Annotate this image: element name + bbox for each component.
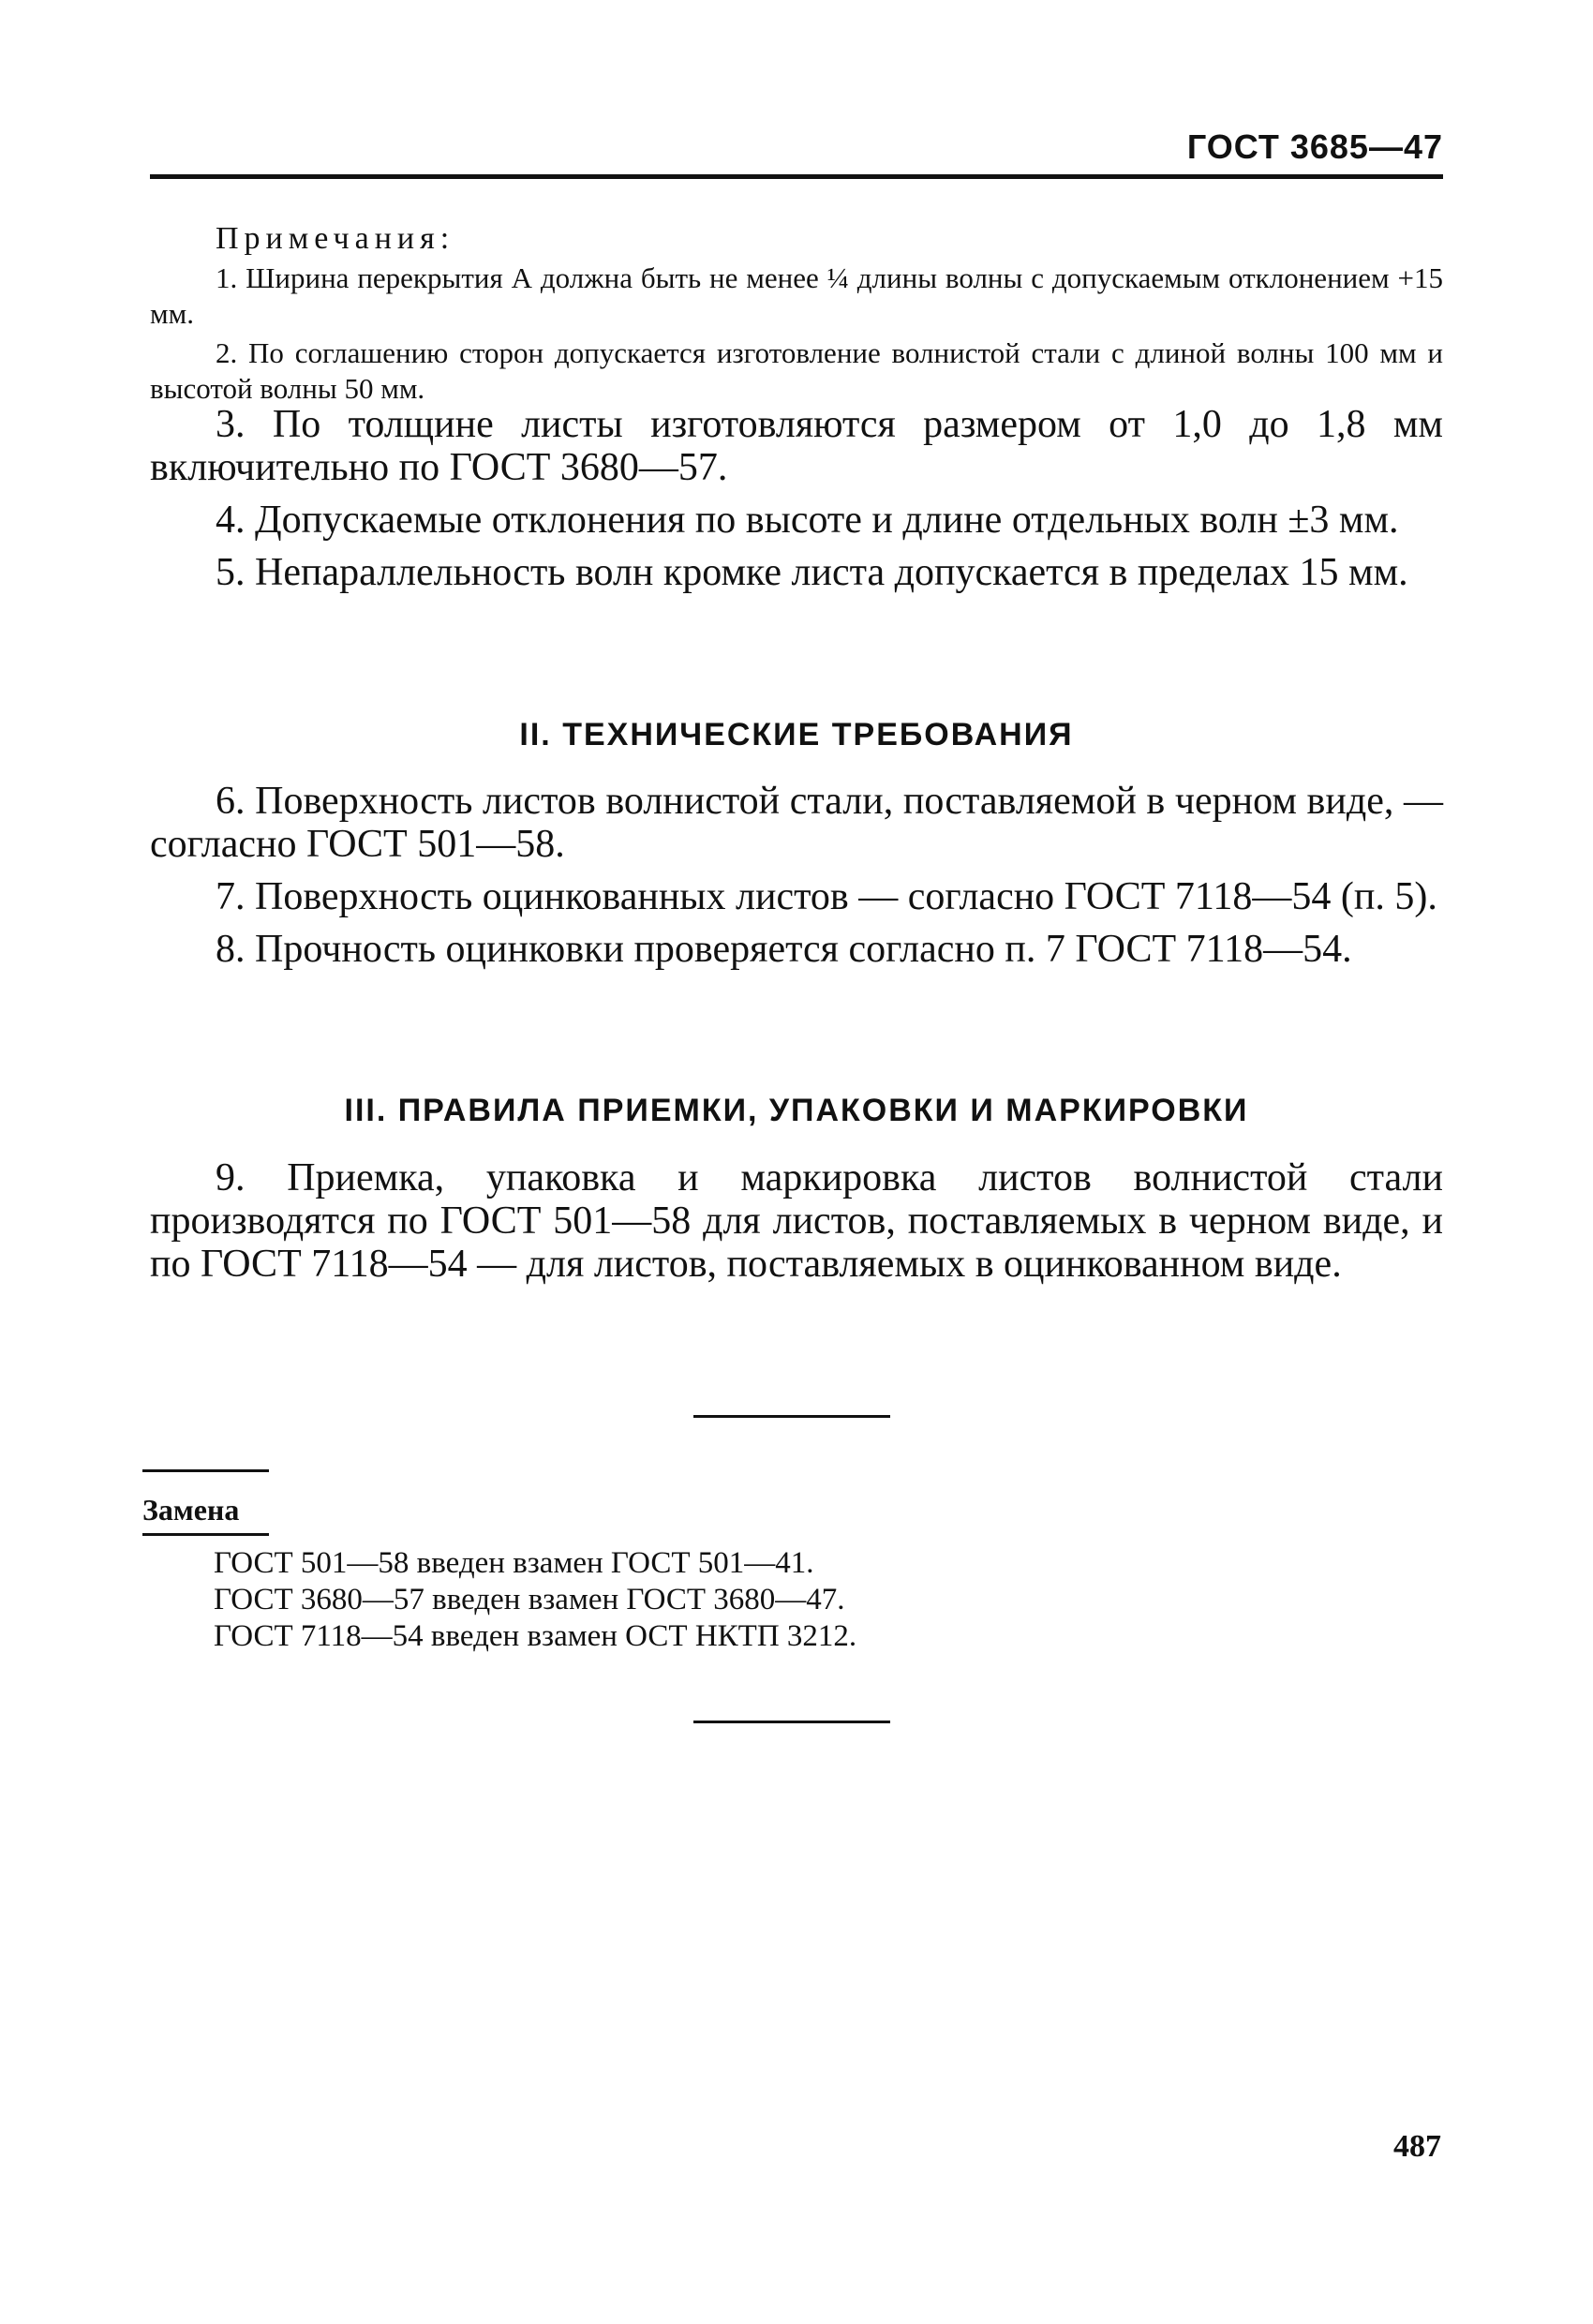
separator-rule — [693, 1721, 890, 1723]
section1-body — [150, 403, 1443, 603]
paragraph: 5. Непараллельность волн кромке листа допускается в пределах 15 мм. — [216, 551, 1408, 594]
paragraph: 6. Поверхность листов волнистой стали, поставляемой в черном виде, — согласно ГОСТ 501—58. — [150, 780, 1443, 866]
paragraph: 9. Приемка, упаковка и маркировка листов волнистой стали производятся по ГОСТ 501—58 для листов, поставляемых в черном виде, и по ГОСТ 7118—54 — для листов, поставляемых в оцинкованном виде. — [150, 1156, 1443, 1286]
replacement-item: ГОСТ 7118—54 введен взамен ОСТ НКТП 3212. — [214, 1619, 857, 1653]
replacement-rule-top — [142, 1469, 269, 1472]
paragraph: 3. По толщине листы изготовляются размером от 1,0 до 1,8 мм включительно по ГОСТ 3680—57. — [150, 403, 1443, 489]
running-head: ГОСТ 3685—47 — [1186, 127, 1443, 166]
replacement-title: Замена — [142, 1493, 240, 1527]
section-heading-acceptance: III. ПРАВИЛА ПРИЕМКИ, УПАКОВКИ И МАРКИРОВКИ — [344, 1093, 1249, 1128]
replacement-block — [142, 1469, 1079, 1655]
note-item: 2. По соглашению сторон допускается изготовление волнистой стали с длиной волны 100 мм и высотой волны 50 мм. — [150, 336, 1443, 405]
replacement-list — [214, 1545, 1079, 1655]
section2-body — [150, 780, 1443, 980]
paragraph: 4. Допускаемые отклонения по высоте и длине отдельных волн ±3 мм. — [216, 499, 1399, 542]
note-item: 1. Ширина перекрытия А должна быть не менее ¼ длины волны с допускаемым отклонением +15 мм. — [150, 261, 1443, 330]
replacement-rule-bottom — [142, 1533, 269, 1536]
replacement-item: ГОСТ 501—58 введен взамен ГОСТ 501—41. — [214, 1546, 814, 1580]
notes-title: Примечания: — [216, 221, 455, 256]
replacement-item: ГОСТ 3680—57 введен взамен ГОСТ 3680—47. — [214, 1583, 845, 1616]
paragraph: 8. Прочность оцинковки проверяется согласно п. 7 ГОСТ 7118—54. — [216, 928, 1352, 971]
notes-block — [150, 221, 1443, 410]
separator-rule — [693, 1415, 890, 1418]
section3-body — [150, 1156, 1443, 1295]
section-heading-technical: II. ТЕХНИЧЕСКИЕ ТРЕБОВАНИЯ — [519, 717, 1074, 752]
page-number: 487 — [1393, 2129, 1441, 2164]
header-rule — [150, 174, 1443, 179]
paragraph: 7. Поверхность оцинкованных листов — согласно ГОСТ 7118—54 (п. 5). — [216, 875, 1437, 918]
